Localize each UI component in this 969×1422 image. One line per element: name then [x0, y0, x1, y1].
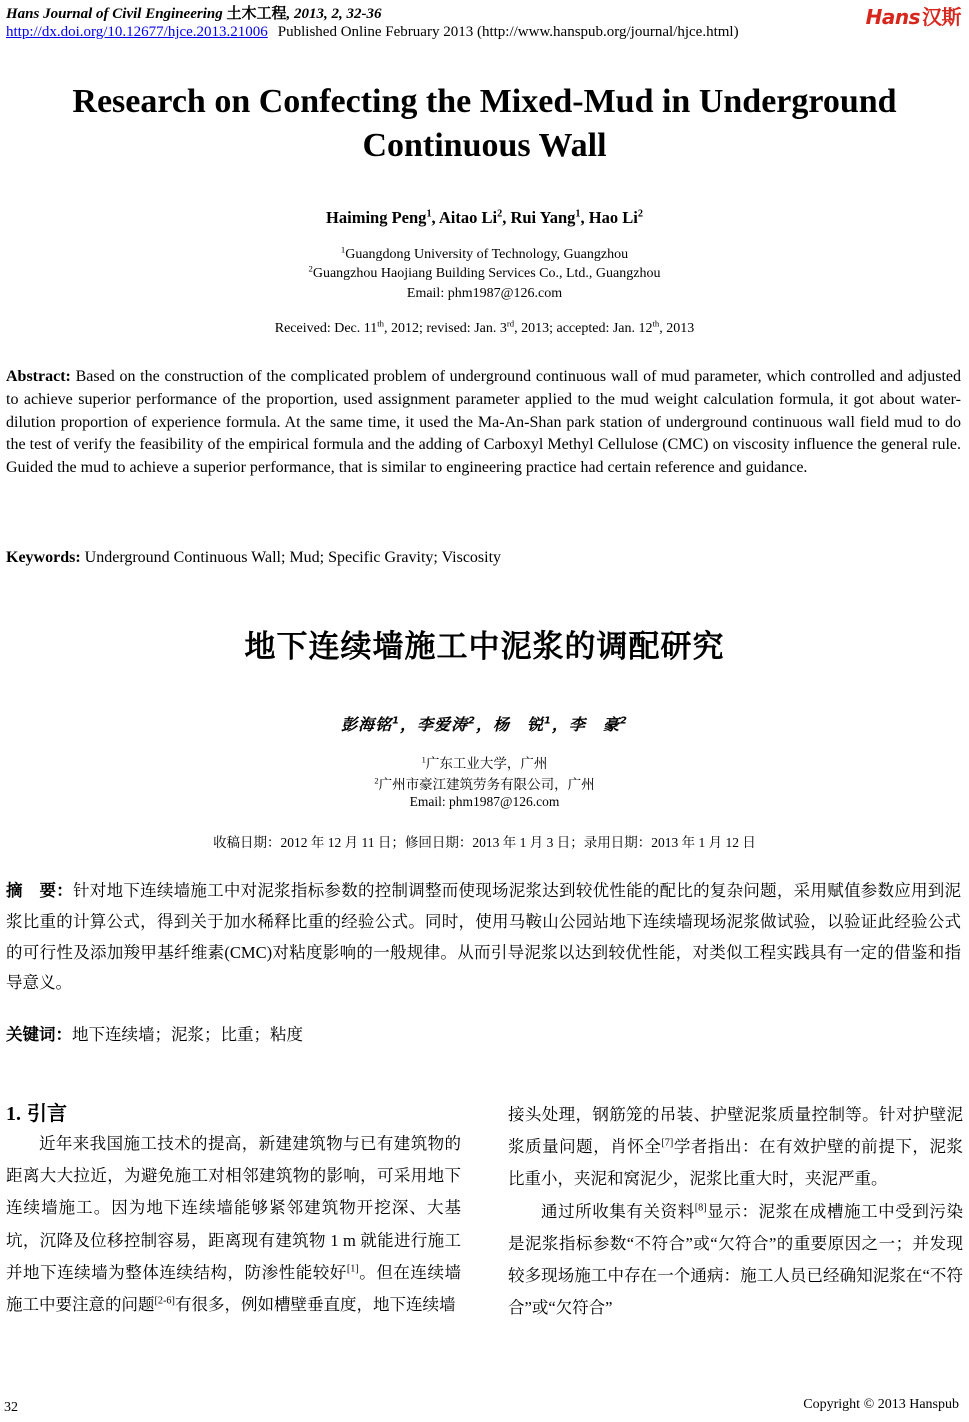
author-sep: ， [400, 715, 418, 734]
author-name-cn: 李爱涛 [417, 715, 469, 734]
received-text: Received: Dec. 11 [274, 321, 378, 336]
body-text: 。但在连续墙施工中要注意的问题 [6, 1262, 462, 1315]
affil-text: Guangzhou Haojiang Building Services Co., Ltd., Guangzhou [312, 266, 661, 281]
section-title: 引言 [27, 1101, 67, 1125]
title-line-1: Research on Confecting the Mixed-Mud in Underground [72, 83, 897, 120]
affil-text: 广州市豪江建筑劳务有限公司，广州 [378, 777, 595, 792]
journal-header [6, 2, 381, 23]
body-text: 通过所收集有关资料 [541, 1201, 695, 1221]
citation-ref: [8] [694, 1202, 707, 1214]
ordinal-sup: th [652, 318, 660, 329]
author-affil-sup: 1 [575, 208, 581, 220]
header-line-2 [6, 24, 739, 41]
author-sep: , [580, 208, 589, 227]
author-name: Rui Yang [510, 208, 576, 227]
body-paragraph [508, 1099, 963, 1196]
body-text: 学者指出：在有效护壁的前提下，泥浆比重小，夹泥和窝泥少，泥浆比重大时，夹泥严重。 [508, 1137, 964, 1189]
affil-sup: 1 [421, 755, 426, 765]
keywords-text-cn: 地下连续墙；泥浆；比重；粘度 [72, 1025, 303, 1044]
journal-volume: , 2013, 2, 32-36 [286, 6, 382, 22]
abstract-cn [6, 876, 961, 999]
abstract-label-cn: 摘 要： [6, 881, 74, 900]
body-text: 显示：泥浆在成槽施工中受到污染是泥浆指标参数“不符合”或“欠符合”的重要原因之一；并发现较多现场施工中存在一个通病：施工人员已经确知泥浆在“不符合”或“欠符合” [508, 1201, 964, 1318]
affiliation-cn-2 [0, 773, 969, 793]
body-paragraph [6, 1128, 461, 1321]
abstract-text: Based on the construction of the complicated problem of underground continuous wall of mud parameter, which controlled and adjusted to achieve superior performance of the proportion, used assignment parameter applied to the mud weight calculation formula, it got about water-dilution proportion of experience formula. At the same time, it used the Ma-An-Shan park station of underground continuous wall field mud to do the test of verify the feasibility of the empirical formula and the adding of Carboxyl Methyl Cellulose (CMC) on viscosity influence the general rule. Guided the mud to achieve a superior performance, that is similar to engineering practice had certain reference and guidance. [6, 368, 961, 477]
author-affil-sup: 1 [544, 715, 552, 727]
author-sep: , [502, 208, 511, 227]
author-name: Hao Li [588, 208, 638, 227]
author-name: Haiming Peng [326, 208, 427, 227]
body-column-right [508, 1099, 963, 1324]
title-line-2: Continuous Wall [362, 127, 607, 164]
author-name-cn: 彭海铭 [341, 715, 393, 734]
author-name-cn: 李 豪 [568, 715, 620, 734]
keywords-en [6, 549, 501, 567]
logo-text: Hans [865, 5, 920, 29]
citation-ref: [7] [661, 1137, 674, 1149]
journal-name-cn: 土木工程 [226, 6, 287, 22]
ordinal-sup: th [377, 318, 384, 329]
keywords-text: Underground Continuous Wall; Mud; Specific Gravity; Viscosity [80, 549, 502, 566]
abstract-label: Abstract: [6, 368, 71, 385]
accepted-text: , 2013; accepted: Jan. 12 [514, 321, 653, 336]
citation-ref: [2-6] [154, 1295, 175, 1307]
affiliation-en-2 [0, 263, 969, 282]
paper-title-cn: 地下连续墙施工中泥浆的调配研究 [244, 629, 725, 665]
copyright: Copyright © 2013 Hanspub [803, 1397, 959, 1412]
affil-text: Guangdong University of Technology, Guangzhou [345, 247, 629, 262]
affil-sup: 2 [308, 263, 313, 274]
author-sep: ， [475, 715, 493, 734]
abstract-text-cn: 针对地下连续墙施工中对泥浆指标参数的控制调整而使现场泥浆达到较优性能的配比的复杂问题，采用赋值参数应用到泥浆比重的计算公式，得到关于加水稀释比重的经验公式。同时，使用马鞍山公园站地下连续墙现场泥浆做试验，以验证此经验公式的可行性及添加羧甲基纤维素(CMC)对粘度影响的一般规律。从而引导泥浆以达到较优性能，对类似工程实践具有一定的借鉴和指导意义。 [6, 881, 962, 993]
citation-ref: [1] [346, 1263, 359, 1275]
author-name-cn: 杨 锐 [493, 715, 545, 734]
authors-en [0, 208, 969, 228]
body-text: 近年来我国施工技术的提高，新建建筑物与已有建筑物的距离大大拉近，为避免施工对相邻建筑物的影响，可采用地下连续墙施工。因为地下连续墙能够紧邻建筑物开挖深、大基坑，沉降及位移控制容易，距离现有建筑物 1 m 就能进行施工并地下连续墙为整体连续结构，防渗性能较好 [6, 1134, 461, 1282]
body-text: 接头处理，钢筋笼的吊装、护壁泥浆质量控制等。针对护壁泥浆质量问题，肖怀全 [508, 1105, 963, 1157]
year-text: , 2013 [659, 321, 695, 336]
keywords-label-cn: 关键词： [6, 1025, 72, 1044]
keywords-label: Keywords: [6, 549, 81, 566]
author-sep: , [431, 208, 439, 227]
revised-text: , 2012; revised: Jan. 3 [383, 321, 507, 336]
ordinal-sup: rd [506, 318, 515, 329]
affiliation-cn-1 [0, 752, 969, 772]
author-sep: ， [551, 715, 569, 734]
author-affil-sup: 1 [426, 208, 432, 220]
author-affil-sup: 2 [497, 208, 503, 220]
section-heading [6, 1097, 67, 1126]
author-affil-sup: 2 [468, 715, 476, 727]
author-affil-sup: 2 [619, 715, 628, 727]
published-online: Published Online February 2013 (http://www.hanspub.org/journal/hjce.html) [277, 24, 739, 40]
keywords-cn [6, 1021, 303, 1045]
paper-title-en [20, 80, 949, 168]
section-number: 1. [6, 1103, 21, 1125]
body-text: 有很多，例如槽壁垂直度，地下连续墙 [174, 1295, 456, 1315]
logo-text-cn: 汉斯 [922, 5, 961, 29]
author-affil-sup: 1 [392, 715, 401, 727]
body-column-left [6, 1128, 461, 1321]
affil-sup: 2 [374, 776, 379, 786]
affil-sup: 1 [340, 244, 346, 255]
body-paragraph [508, 1196, 963, 1325]
received-dates-cn: 收稿日期：2012 年 12 月 11 日；修回日期：2013 年 1 月 3 日；录用日期：2013 年 1 月 12 日 [213, 835, 756, 850]
received-dates-en [0, 318, 969, 337]
affil-text: 广东工业大学，广州 [425, 756, 548, 771]
author-affil-sup: 2 [637, 208, 643, 220]
affiliation-en-1 [0, 244, 969, 263]
journal-name: Hans Journal of Civil Engineering [6, 6, 223, 22]
abstract-en [6, 366, 961, 480]
authors-cn [0, 712, 969, 735]
page-number: 32 [4, 1400, 18, 1415]
author-name: Aitao Li [438, 208, 498, 227]
email-cn: Email: phm1987@126.com [409, 794, 560, 809]
doi-link[interactable]: http://dx.doi.org/10.12677/hjce.2013.21006 [6, 24, 268, 40]
email-en: Email: phm1987@126.com [406, 286, 563, 301]
hans-logo [866, 1, 961, 30]
